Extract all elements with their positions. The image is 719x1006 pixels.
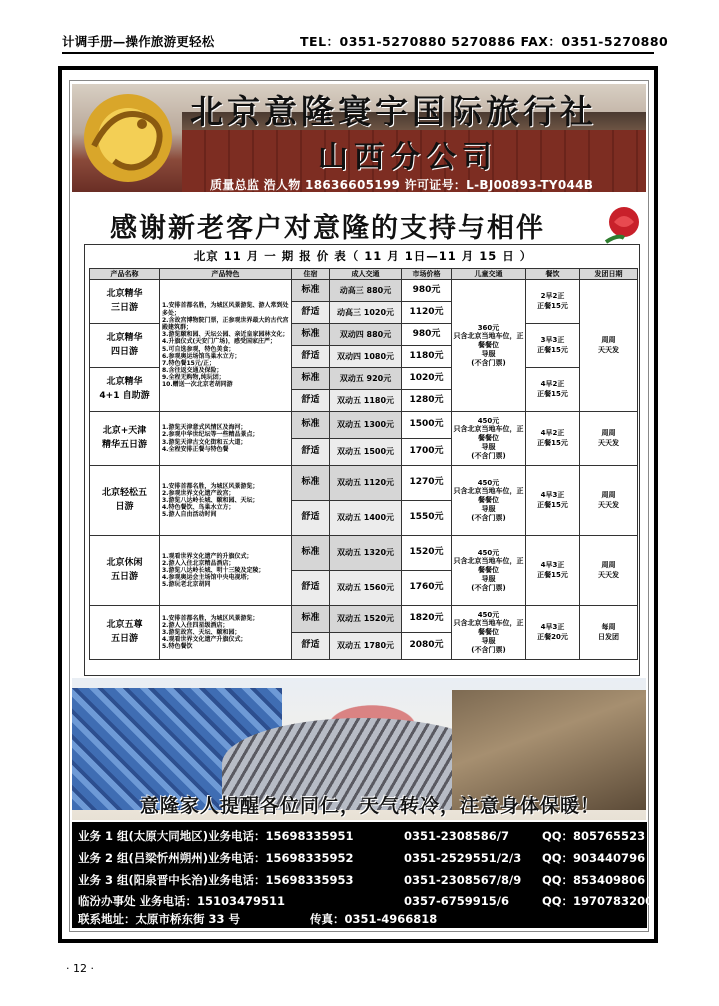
contact-phone: 0357-6759915/6 bbox=[404, 894, 509, 908]
child-cell: 450元 只含北京当地车位，正餐餐位 导服 (不含门票) bbox=[452, 412, 526, 466]
contact-phone: 0351-2308586/7 bbox=[404, 829, 509, 843]
page-number: · 12 · bbox=[66, 962, 94, 975]
price-cell: 1120元 bbox=[402, 302, 452, 324]
contact-panel bbox=[72, 822, 654, 928]
col-header: 儿童交通 bbox=[452, 269, 526, 280]
col-header: 发团日期 bbox=[580, 269, 638, 280]
contact-group: 业务 1 组(太原大同地区)业务电话：15698335951 bbox=[78, 829, 354, 843]
contact-group: 临汾办事处 业务电话：15103479511 bbox=[78, 894, 286, 908]
golden-dragon-icon bbox=[74, 86, 182, 190]
level-cell: 舒适 bbox=[292, 302, 330, 324]
product-name: 北京五尊 五日游 bbox=[90, 606, 160, 660]
transport-cell: 双动五 1320元 bbox=[330, 536, 402, 571]
price-cell: 1020元 bbox=[402, 368, 452, 390]
contact-qq: QQ：805765523 bbox=[542, 829, 646, 843]
col-header: 餐饮 bbox=[526, 269, 580, 280]
thanks-heading: 感谢新老客户对意隆的支持与相伴 bbox=[110, 213, 545, 244]
price-cell: 980元 bbox=[402, 324, 452, 346]
contact-address: 联系地址：太原市桥东街 33 号 bbox=[78, 912, 241, 926]
rose-icon bbox=[598, 204, 646, 248]
meal-cell: 4早2正 正餐15元 bbox=[526, 368, 580, 412]
col-header: 市场价格 bbox=[402, 269, 452, 280]
col-header: 产品特色 bbox=[160, 269, 292, 280]
level-cell: 标准 bbox=[292, 280, 330, 302]
product-name: 北京轻松五 日游 bbox=[90, 466, 160, 536]
meal-cell: 4早3正 正餐15元 bbox=[526, 536, 580, 606]
level-cell: 舒适 bbox=[292, 571, 330, 606]
col-header: 产品名称 bbox=[90, 269, 160, 280]
meal-cell: 2早2正 正餐15元 bbox=[526, 280, 580, 324]
level-cell: 舒适 bbox=[292, 346, 330, 368]
transport-cell: 双动五 1300元 bbox=[330, 412, 402, 439]
contact-group: 业务 3 组(阳泉晋中长治)业务电话：15698335953 bbox=[78, 873, 354, 887]
reminder-slogan: 意隆家人提醒各位同仁，天气转冷，注意身体保暖！ bbox=[140, 795, 601, 817]
meal-cell: 4早2正 正餐15元 bbox=[526, 412, 580, 466]
price-cell: 2080元 bbox=[402, 633, 452, 660]
price-cell: 980元 bbox=[402, 280, 452, 302]
level-cell: 标准 bbox=[292, 606, 330, 633]
transport-cell: 双动五 1520元 bbox=[330, 606, 402, 633]
col-header: 住宿 bbox=[292, 269, 330, 280]
header-title: 计调手册—操作旅游更轻松 bbox=[62, 34, 215, 49]
price-cell: 1180元 bbox=[402, 346, 452, 368]
child-cell: 360元 只含北京当地车位，正餐餐位 导服 (不含门票) bbox=[452, 280, 526, 412]
product-itinerary: 1.游览天津意式风情区及海河； 2.参观中华世纪坛等一些精品景点； 3.游览天津古文化街和五大道； 4.全程安排正餐与特色餐 bbox=[160, 412, 292, 466]
child-cell: 450元 只含北京当地车位，正餐餐位 导服 (不含门票) bbox=[452, 536, 526, 606]
product-itinerary: 1.安排首都名胜，为城区风景游览； 2.游人入住四星级酒店； 3.游览故宫、天坛、颐和园； 4.观看世界文化遗产升旗仪式； 5.特色餐饮 bbox=[160, 606, 292, 660]
transport-cell: 双动五 1400元 bbox=[330, 501, 402, 536]
meal-cell: 4早3正 正餐20元 bbox=[526, 606, 580, 660]
date-cell: 周周 天天发 bbox=[580, 466, 638, 536]
product-itinerary: 1.观看世界文化遗产的升旗仪式； 2.游人入住北京精品酒店； 3.游览八达岭长城、明十三陵及定陵； 4.参观奥运会主场馆中央电视塔； 5.游玩老北京胡同 bbox=[160, 536, 292, 606]
branch-name: 山西分公司 bbox=[318, 140, 498, 175]
transport-cell: 双动五 1500元 bbox=[330, 439, 402, 466]
price-cell: 1820元 bbox=[402, 606, 452, 633]
header-phone: TEL：0351-5270880 5270886 FAX：0351-5270880 bbox=[300, 34, 669, 49]
transport-cell: 双动五 1780元 bbox=[330, 633, 402, 660]
transport-cell: 动高三 880元 bbox=[330, 280, 402, 302]
product-name: 北京休闲 五日游 bbox=[90, 536, 160, 606]
product-name: 北京精华 四日游 bbox=[90, 324, 160, 368]
table-row bbox=[90, 412, 638, 439]
level-cell: 舒适 bbox=[292, 501, 330, 536]
transport-cell: 双动五 1120元 bbox=[330, 466, 402, 501]
price-cell: 1270元 bbox=[402, 466, 452, 501]
price-table-title: 北京 11 月 一 期 报 价 表（ 11 月 1日—11 月 15 日 ） bbox=[193, 249, 533, 263]
contact-qq: QQ：903440796 bbox=[542, 851, 646, 865]
date-cell: 每周 日发团 bbox=[580, 606, 638, 660]
transport-cell: 双动五 1560元 bbox=[330, 571, 402, 606]
price-cell: 1550元 bbox=[402, 501, 452, 536]
company-name: 北京意隆寰宇国际旅行社 bbox=[190, 92, 597, 131]
table-row bbox=[90, 466, 638, 501]
price-cell: 1500元 bbox=[402, 412, 452, 439]
table-row bbox=[90, 606, 638, 633]
table-row bbox=[90, 536, 638, 571]
level-cell: 标准 bbox=[292, 536, 330, 571]
level-cell: 舒适 bbox=[292, 390, 330, 412]
table-row bbox=[90, 280, 638, 302]
contact-group: 业务 2 组(吕梁忻州朔州)业务电话：15698335952 bbox=[78, 851, 354, 865]
level-cell: 标准 bbox=[292, 368, 330, 390]
col-header: 成人交通 bbox=[330, 269, 402, 280]
child-cell: 450元 只含北京当地车位，正餐餐位 导服 (不含门票) bbox=[452, 606, 526, 660]
product-itinerary: 1.安排首都名胜，为城区风景游览、游人常到处多处； 2.含故宫博物院门票，正参观世界最大的古代宫殿建筑群； 3.游览颐和园、天坛公园、亲近皇家园林文化； 4.升旗仪式(天安门广场)，感受国家庄严； 5.可自选参观，特色美食； 6.参观奥运场馆鸟巢水立方； 7.特色餐15元/正； 8.含往返交通及保险； 9.全程无购物,纯玩团； 10.赠送一次北京老胡同游 bbox=[160, 280, 292, 412]
transport-cell: 双动四 880元 bbox=[330, 324, 402, 346]
transport-cell: 动高三 1020元 bbox=[330, 302, 402, 324]
transport-cell: 双动五 920元 bbox=[330, 368, 402, 390]
contact-phone: 0351-2308567/8/9 bbox=[404, 873, 522, 887]
level-cell: 舒适 bbox=[292, 439, 330, 466]
contact-qq: QQ：853409806 bbox=[542, 873, 646, 887]
date-cell: 周周 天天发 bbox=[580, 280, 638, 412]
child-cell: 450元 只含北京当地车位，正餐餐位 导服 (不含门票) bbox=[452, 466, 526, 536]
product-name: 北京精华 三日游 bbox=[90, 280, 160, 324]
price-cell: 1700元 bbox=[402, 439, 452, 466]
level-cell: 标准 bbox=[292, 324, 330, 346]
date-cell: 周周 天天发 bbox=[580, 536, 638, 606]
product-name: 北京精华 4+1 自助游 bbox=[90, 368, 160, 412]
price-cell: 1280元 bbox=[402, 390, 452, 412]
page-header bbox=[62, 32, 669, 54]
price-cell: 1760元 bbox=[402, 571, 452, 606]
level-cell: 舒适 bbox=[292, 633, 330, 660]
meal-cell: 4早3正 正餐15元 bbox=[526, 466, 580, 536]
level-cell: 标准 bbox=[292, 412, 330, 439]
contact-phone: 0351-2529551/2/3 bbox=[404, 851, 522, 865]
contact-fax: 传真：0351-4966818 bbox=[310, 912, 438, 926]
meal-cell: 3早3正 正餐15元 bbox=[526, 324, 580, 368]
contact-qq: QQ：1970783200 bbox=[542, 894, 654, 908]
product-name: 北京+天津 精华五日游 bbox=[90, 412, 160, 466]
transport-cell: 双动五 1180元 bbox=[330, 390, 402, 412]
product-itinerary: 1.安排首都名胜，为城区风景游览； 2.参观世界文化遗产故宫； 3.游览八达岭长城、颐和园、天坛； 4.特色餐饮、鸟巢水立方； 5.游人自由活动时间 bbox=[160, 466, 292, 536]
transport-cell: 双动四 1080元 bbox=[330, 346, 402, 368]
price-cell: 1520元 bbox=[402, 536, 452, 571]
price-table bbox=[89, 268, 638, 660]
price-table-panel bbox=[84, 244, 640, 676]
table-header-row bbox=[90, 269, 638, 280]
level-cell: 标准 bbox=[292, 466, 330, 501]
date-cell: 周周 天天发 bbox=[580, 412, 638, 466]
license-line: 质量总监 浩人物 18636605199 许可证号：L-BJ00893-TY044B bbox=[210, 178, 594, 192]
